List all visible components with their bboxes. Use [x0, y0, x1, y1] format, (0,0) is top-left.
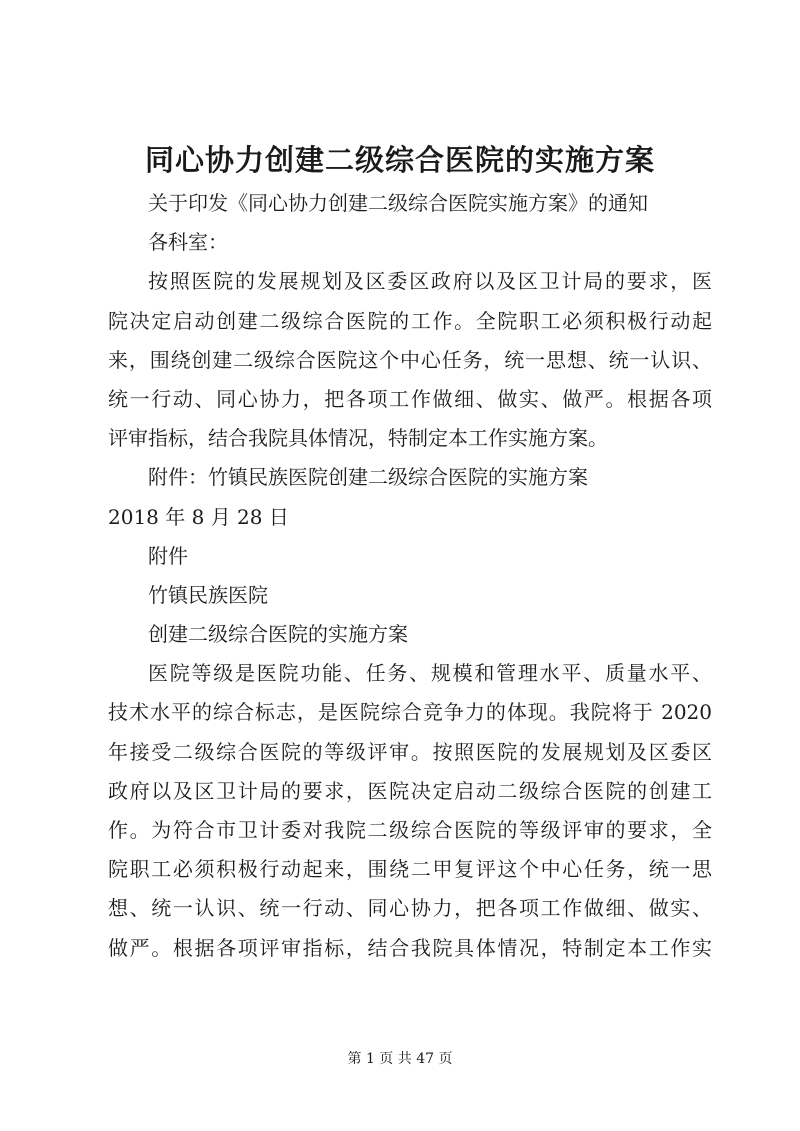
paragraph-line: 评审指标，结合我院具体情况，特制定本工作实施方案。: [108, 426, 608, 451]
document-body: [108, 184, 712, 968]
paragraph-line: 技术水平的综合标志，是医院综合竞争力的体现。我院将于 2020: [108, 700, 712, 725]
date-line: 2018 年 8 月 28 日: [108, 504, 289, 529]
attachment-heading: 附件: [148, 543, 188, 568]
paragraph-line: 医院等级是医院功能、任务、规模和管理水平、质量水平、: [148, 661, 712, 686]
attachment-line: 附件：竹镇民族医院创建二级综合医院的实施方案: [148, 465, 588, 490]
plan-title-line: 创建二级综合医院的实施方案: [148, 622, 408, 647]
paragraph-line: 院职工必须积极行动起来，围绕二甲复评这个中心任务，统一思: [108, 857, 712, 882]
paragraph-line: 来，围绕创建二级综合医院这个中心任务，统一思想、统一认识、: [108, 347, 712, 372]
paragraph-line: 政府以及区卫计局的要求，医院决定启动二级综合医院的创建工: [108, 778, 712, 803]
paragraph-line: 年接受二级综合医院的等级评审。按照医院的发展规划及区委区: [108, 739, 712, 764]
salutation-line: 各科室：: [148, 230, 228, 255]
paragraph-line: 统一行动、同心协力，把各项工作做细、做实、做严。根据各项: [108, 386, 712, 411]
notice-title-line: 关于印发《同心协力创建二级综合医院实施方案》的通知: [148, 191, 648, 215]
paragraph-line: 做严。根据各项评审指标，结合我院具体情况，特制定本工作实: [108, 935, 712, 960]
paragraph-line: 按照医院的发展规划及区委区政府以及区卫计局的要求，医: [148, 269, 712, 294]
paragraph-line: 作。为符合市卫计委对我院二级综合医院的等级评审的要求，全: [108, 818, 712, 842]
hospital-name-line: 竹镇民族医院: [148, 582, 268, 607]
paragraph-line: 院决定启动创建二级综合医院的工作。全院职工必须积极行动起: [108, 308, 712, 333]
document-title: 同心协力创建二级综合医院的实施方案: [144, 143, 655, 177]
paragraph-line: 想、统一认识、统一行动、同心协力，把各项工作做细、做实、: [108, 896, 712, 921]
page-number-footer: 第 1 页 共 47 页: [347, 1051, 453, 1067]
